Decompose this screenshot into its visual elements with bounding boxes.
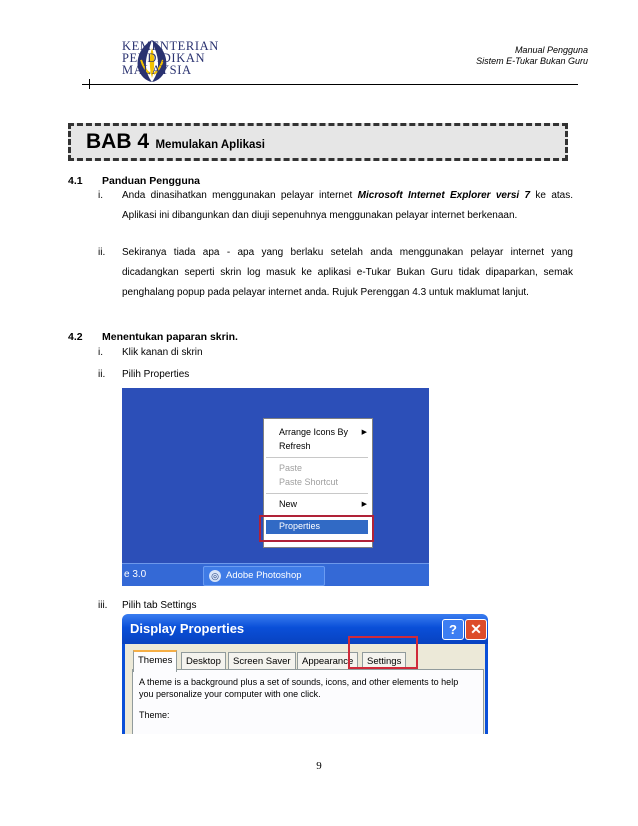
theme-label: Theme:: [139, 710, 170, 720]
taskbar-label: e 3.0: [124, 569, 147, 580]
list-item: iii. Pilih tab Settings: [98, 596, 578, 616]
section-heading: 4.2 Menentukan paparan skrin.: [68, 331, 238, 343]
org-name: KEMENTERIAN PENDIDIKAN MALAYSIA: [122, 39, 219, 77]
menu-separator: [266, 457, 368, 458]
section-heading: 4.1 Panduan Pengguna: [68, 175, 201, 187]
list-item: i. Klik kanan di skrin: [98, 343, 578, 363]
doc-title: Manual Pengguna: [514, 45, 588, 55]
list-item-text: Klik kanan di skrin: [122, 347, 203, 358]
taskbar-button-photoshop[interactable]: ◎ Adobe Photoshop: [203, 566, 325, 586]
help-button[interactable]: ?: [442, 619, 464, 640]
doc-subtitle: Sistem E-Tukar Bukan Guru: [476, 56, 588, 66]
list-item-text: Pilih tab Settings: [122, 600, 197, 611]
chapter-number: BAB 4: [86, 130, 150, 153]
window-title: Display Properties: [130, 621, 245, 636]
tab-screen-saver[interactable]: Screen Saver: [228, 652, 296, 670]
submenu-arrow-icon: ▶: [361, 501, 367, 508]
menu-item-paste: Paste: [279, 463, 303, 473]
page-number: 9: [316, 760, 322, 772]
menu-item-refresh[interactable]: Refresh: [279, 441, 311, 451]
list-item: ii. Pilih Properties: [98, 365, 578, 385]
header-rule: [82, 84, 578, 85]
menu-separator: [266, 493, 368, 494]
list-item-text: Pilih Properties: [122, 369, 190, 380]
close-button[interactable]: ✕: [465, 619, 487, 640]
running-header: [476, 45, 588, 67]
tab-themes[interactable]: Themes: [133, 650, 177, 672]
taskbar: [122, 563, 429, 586]
menu-item-properties[interactable]: Properties: [266, 520, 368, 534]
tab-panel: [132, 669, 484, 734]
settings-tab-highlight: [348, 636, 418, 669]
list-item: i. Anda dinasihatkan menggunakan pelayar internet Microsoft Internet Explorer versi 7 ke atas. Aplikasi ini dibangunkan dan diuji sepenuhnya menggunakan pelayar internet berkenaan.: [98, 186, 578, 248]
menu-item-new[interactable]: New: [279, 499, 298, 509]
menu-item-arrange-icons[interactable]: Arrange Icons By: [279, 427, 349, 437]
list-item-text: Sekiranya tiada apa - apa yang berlaku setelah anda menggunakan pelayar internet yang dicadangkan seperti skrin log masuk ke aplikasi e-Tukar Bukan Guru tidak dipaparkan, semak penghalang popup pada pelayar internet anda. Rujuk Perenggan 4.3 untuk maklumat lanjut.: [122, 247, 573, 298]
window-body: [122, 644, 488, 734]
list-item-text: Anda dinasihatkan menggunakan pelayar internet Microsoft Internet Explorer versi 7 ke atas. Aplikasi ini dibangunkan dan diuji sepenuhnya menggunakan pelayar internet berkenaan.: [122, 190, 573, 221]
photoshop-icon: ◎: [209, 570, 221, 582]
panel-description: A theme is a background plus a set of sounds, icons, and other elements to help you personalize your computer with one click.: [139, 677, 459, 699]
header-rule-tick: [89, 79, 90, 89]
submenu-arrow-icon: ▶: [361, 429, 367, 436]
chapter-heading: [86, 130, 265, 154]
tab-desktop[interactable]: Desktop: [181, 652, 226, 670]
properties-highlight: [259, 515, 374, 542]
tab-settings[interactable]: Settings: [362, 652, 406, 670]
desktop-screenshot: [122, 388, 429, 586]
window-titlebar: [122, 614, 488, 644]
display-properties-screenshot: [122, 614, 488, 734]
list-item: ii. Sekiranya tiada apa - apa yang berlaku setelah anda menggunakan pelayar internet yang dicadangkan seperti skrin log masuk ke aplikasi e-Tukar Bukan Guru tidak dipaparkan, semak penghalang popup pada pelayar internet anda. Rujuk Perenggan 4.3 untuk maklumat lanjut.: [98, 243, 578, 325]
chapter-title: Memulakan Aplikasi: [155, 139, 265, 151]
tab-appearance[interactable]: Appearance: [297, 652, 358, 670]
menu-item-paste-shortcut: Paste Shortcut: [279, 477, 339, 487]
